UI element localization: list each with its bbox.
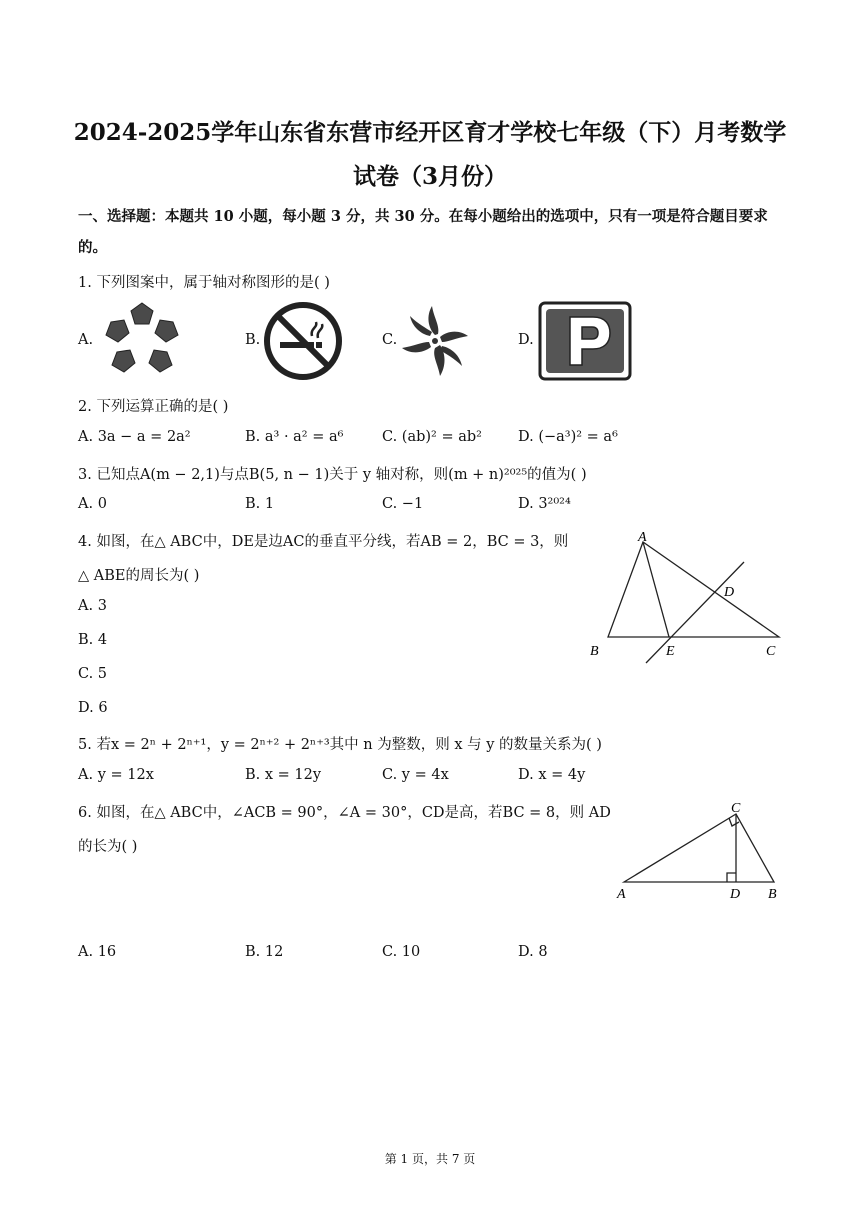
- no-smoking-icon: [262, 300, 344, 382]
- q1-option-d-label: D.: [518, 332, 534, 348]
- pentagon-flower-icon: [97, 300, 187, 382]
- section-heading-cont: 的。: [78, 239, 107, 256]
- q6-option-d: D. 8: [518, 944, 548, 960]
- question-6-stem-cont: 的长为( ): [78, 839, 138, 855]
- q4-triangle-figure: [586, 528, 786, 668]
- q4-label-e: E: [666, 644, 675, 659]
- q5-option-b: B. x = 12y: [245, 767, 322, 783]
- q5-option-a: A. y = 12x: [78, 767, 154, 783]
- q4-label-d: D: [724, 585, 735, 600]
- q2-option-d: D. (−a³)² = a⁶: [518, 429, 618, 445]
- page-title-line1: 2024-2025学年山东省东营市经开区育才学校七年级（下）月考数学: [73, 119, 787, 146]
- q6-option-a: A. 16: [78, 944, 117, 960]
- q3-option-a: A. 0: [78, 496, 107, 512]
- q2-option-b: B. a³ · a² = a⁶: [245, 429, 344, 445]
- q6-label-c: C: [731, 801, 741, 816]
- question-4-stem-cont: △ ABE的周长为( ): [78, 568, 200, 584]
- q1-option-c-label: C.: [382, 332, 398, 348]
- pinwheel-icon: [398, 300, 472, 382]
- q3-option-d: D. 3²⁰²⁴: [518, 496, 571, 512]
- q5-option-d: D. x = 4y: [518, 767, 586, 783]
- question-5-stem: 5. 若x = 2ⁿ + 2ⁿ⁺¹，y = 2ⁿ⁺² + 2ⁿ⁺³其中 n 为整数，则 x 与 y 的数量关系为( ): [78, 737, 602, 753]
- q6-option-b: B. 12: [245, 944, 284, 960]
- q5-option-c: C. y = 4x: [382, 767, 449, 783]
- q4-option-d: D. 6: [78, 700, 108, 716]
- question-6-stem: 6. 如图，在△ ABC中，∠ACB = 90°，∠A = 30°，CD是高，若BC = 8，则 AD: [78, 805, 611, 821]
- q1-option-a-label: A.: [78, 332, 94, 348]
- q3-option-c: C. −1: [382, 496, 424, 512]
- parking-sign-icon: [538, 301, 632, 381]
- q6-option-c: C. 10: [382, 944, 421, 960]
- q6-label-d: D: [730, 887, 741, 902]
- question-2-stem: 2. 下列运算正确的是( ): [78, 399, 229, 415]
- q3-option-b: B. 1: [245, 496, 275, 512]
- q2-option-c: C. (ab)² = ab²: [382, 429, 482, 445]
- question-3-stem: 3. 已知点A(m − 2,1)与点B(5, n − 1)关于 y 轴对称，则(m + n)²⁰²⁵的值为( ): [78, 467, 587, 483]
- q6-label-b: B: [768, 887, 777, 902]
- q6-label-a: A: [617, 887, 626, 902]
- q4-option-b: B. 4: [78, 632, 108, 648]
- question-1-stem: 1. 下列图案中，属于轴对称图形的是( ): [78, 275, 330, 291]
- q4-label-b: B: [590, 644, 599, 659]
- q4-label-a: A: [638, 530, 647, 545]
- q4-label-c: C: [766, 644, 776, 659]
- section-heading: 一、选择题：本题共 10 小题，每小题 3 分，共 30 分。在每小题给出的选项中，只有一项是符合题目要求: [78, 208, 768, 225]
- q1-option-b-label: B.: [245, 332, 261, 348]
- q2-option-a: A. 3a − a = 2a²: [78, 429, 191, 445]
- q6-right-triangle-figure: [612, 796, 792, 904]
- page-footer: 第 1 页，共 7 页: [384, 1152, 476, 1166]
- page-title-line2: 试卷（3月份）: [352, 163, 507, 190]
- q4-option-a: A. 3: [78, 598, 107, 614]
- question-4-stem: 4. 如图，在△ ABC中，DE是边AC的垂直平分线，若AB = 2，BC = 3，则: [78, 534, 569, 550]
- q4-option-c: C. 5: [78, 666, 108, 682]
